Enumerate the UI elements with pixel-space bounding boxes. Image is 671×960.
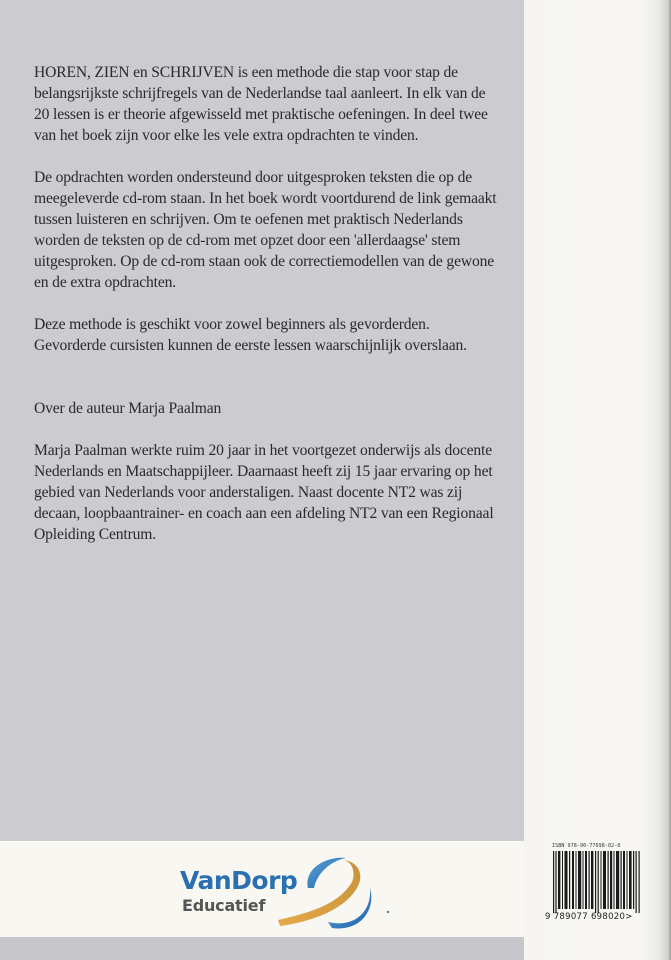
barcode-number <box>545 912 633 922</box>
blurb-paragraph-3: Deze methode is geschikt voor zowel beginners als gevorderden. Gevorderde cursisten kunnen de eerste lessen waarschijnlijk overslaan. <box>34 316 467 354</box>
blurb-paragraph-2: De opdrachten worden ondersteund door uitgesproken teksten die op de meegeleverde cd-rom staan. In het boek wordt voortdurend de link gemaakt tussen luisteren en schrijven. Om te oefenen met praktisch Nederlands worden de teksten op de cd-rom met opzet door een 'allerdaagse' stem uitgesproken. Op de cd-rom staan ook de correctiemodellen van de gewone en de extra opdrachten. <box>34 169 497 291</box>
publisher-name: VanDorp <box>180 866 298 895</box>
author-heading: Over de auteur Marja Paalman <box>34 400 222 417</box>
publisher-subtitle: Educatief <box>182 896 266 915</box>
swoosh-logo-icon <box>274 848 394 932</box>
barcode-trailer: > <box>625 912 633 922</box>
barcode-bars-icon <box>553 851 641 913</box>
isbn-barcode <box>542 843 648 925</box>
blurb-paragraph-1: HOREN, ZIEN en SCHRIJVEN is een methode die stap voor stap de belangsrijkste schrijfregels van de Nederlandse taal aanleert. In elk van de 20 lessen is er theorie afgewisseld met praktische oefeningen. In deel twee van het boek zijn voor elke les vele extra opdrachten te vinden. <box>34 64 488 144</box>
publisher-logo <box>178 848 418 932</box>
barcode-digits: 9 789077 698020 <box>545 912 626 922</box>
right-white-column <box>524 0 671 960</box>
gray-bottom-strip <box>0 937 524 960</box>
author-bio: Marja Paalman werkte ruim 20 jaar in het voortgezet onderwijs als docente Nederlands en Maatschappijleer. Daarnaast heeft zij 15 jaar ervaring op het gebied van Nederlands voor anderstaligen. Naast docente NT2 was zij decaan, loopbaantrainer- en coach aan een afdeling NT2 van een Regionaal Opleiding Centrum. <box>34 442 494 543</box>
back-cover-text <box>34 62 504 566</box>
isbn-label: ISBN 978-90-77698-02-0 <box>552 843 621 849</box>
